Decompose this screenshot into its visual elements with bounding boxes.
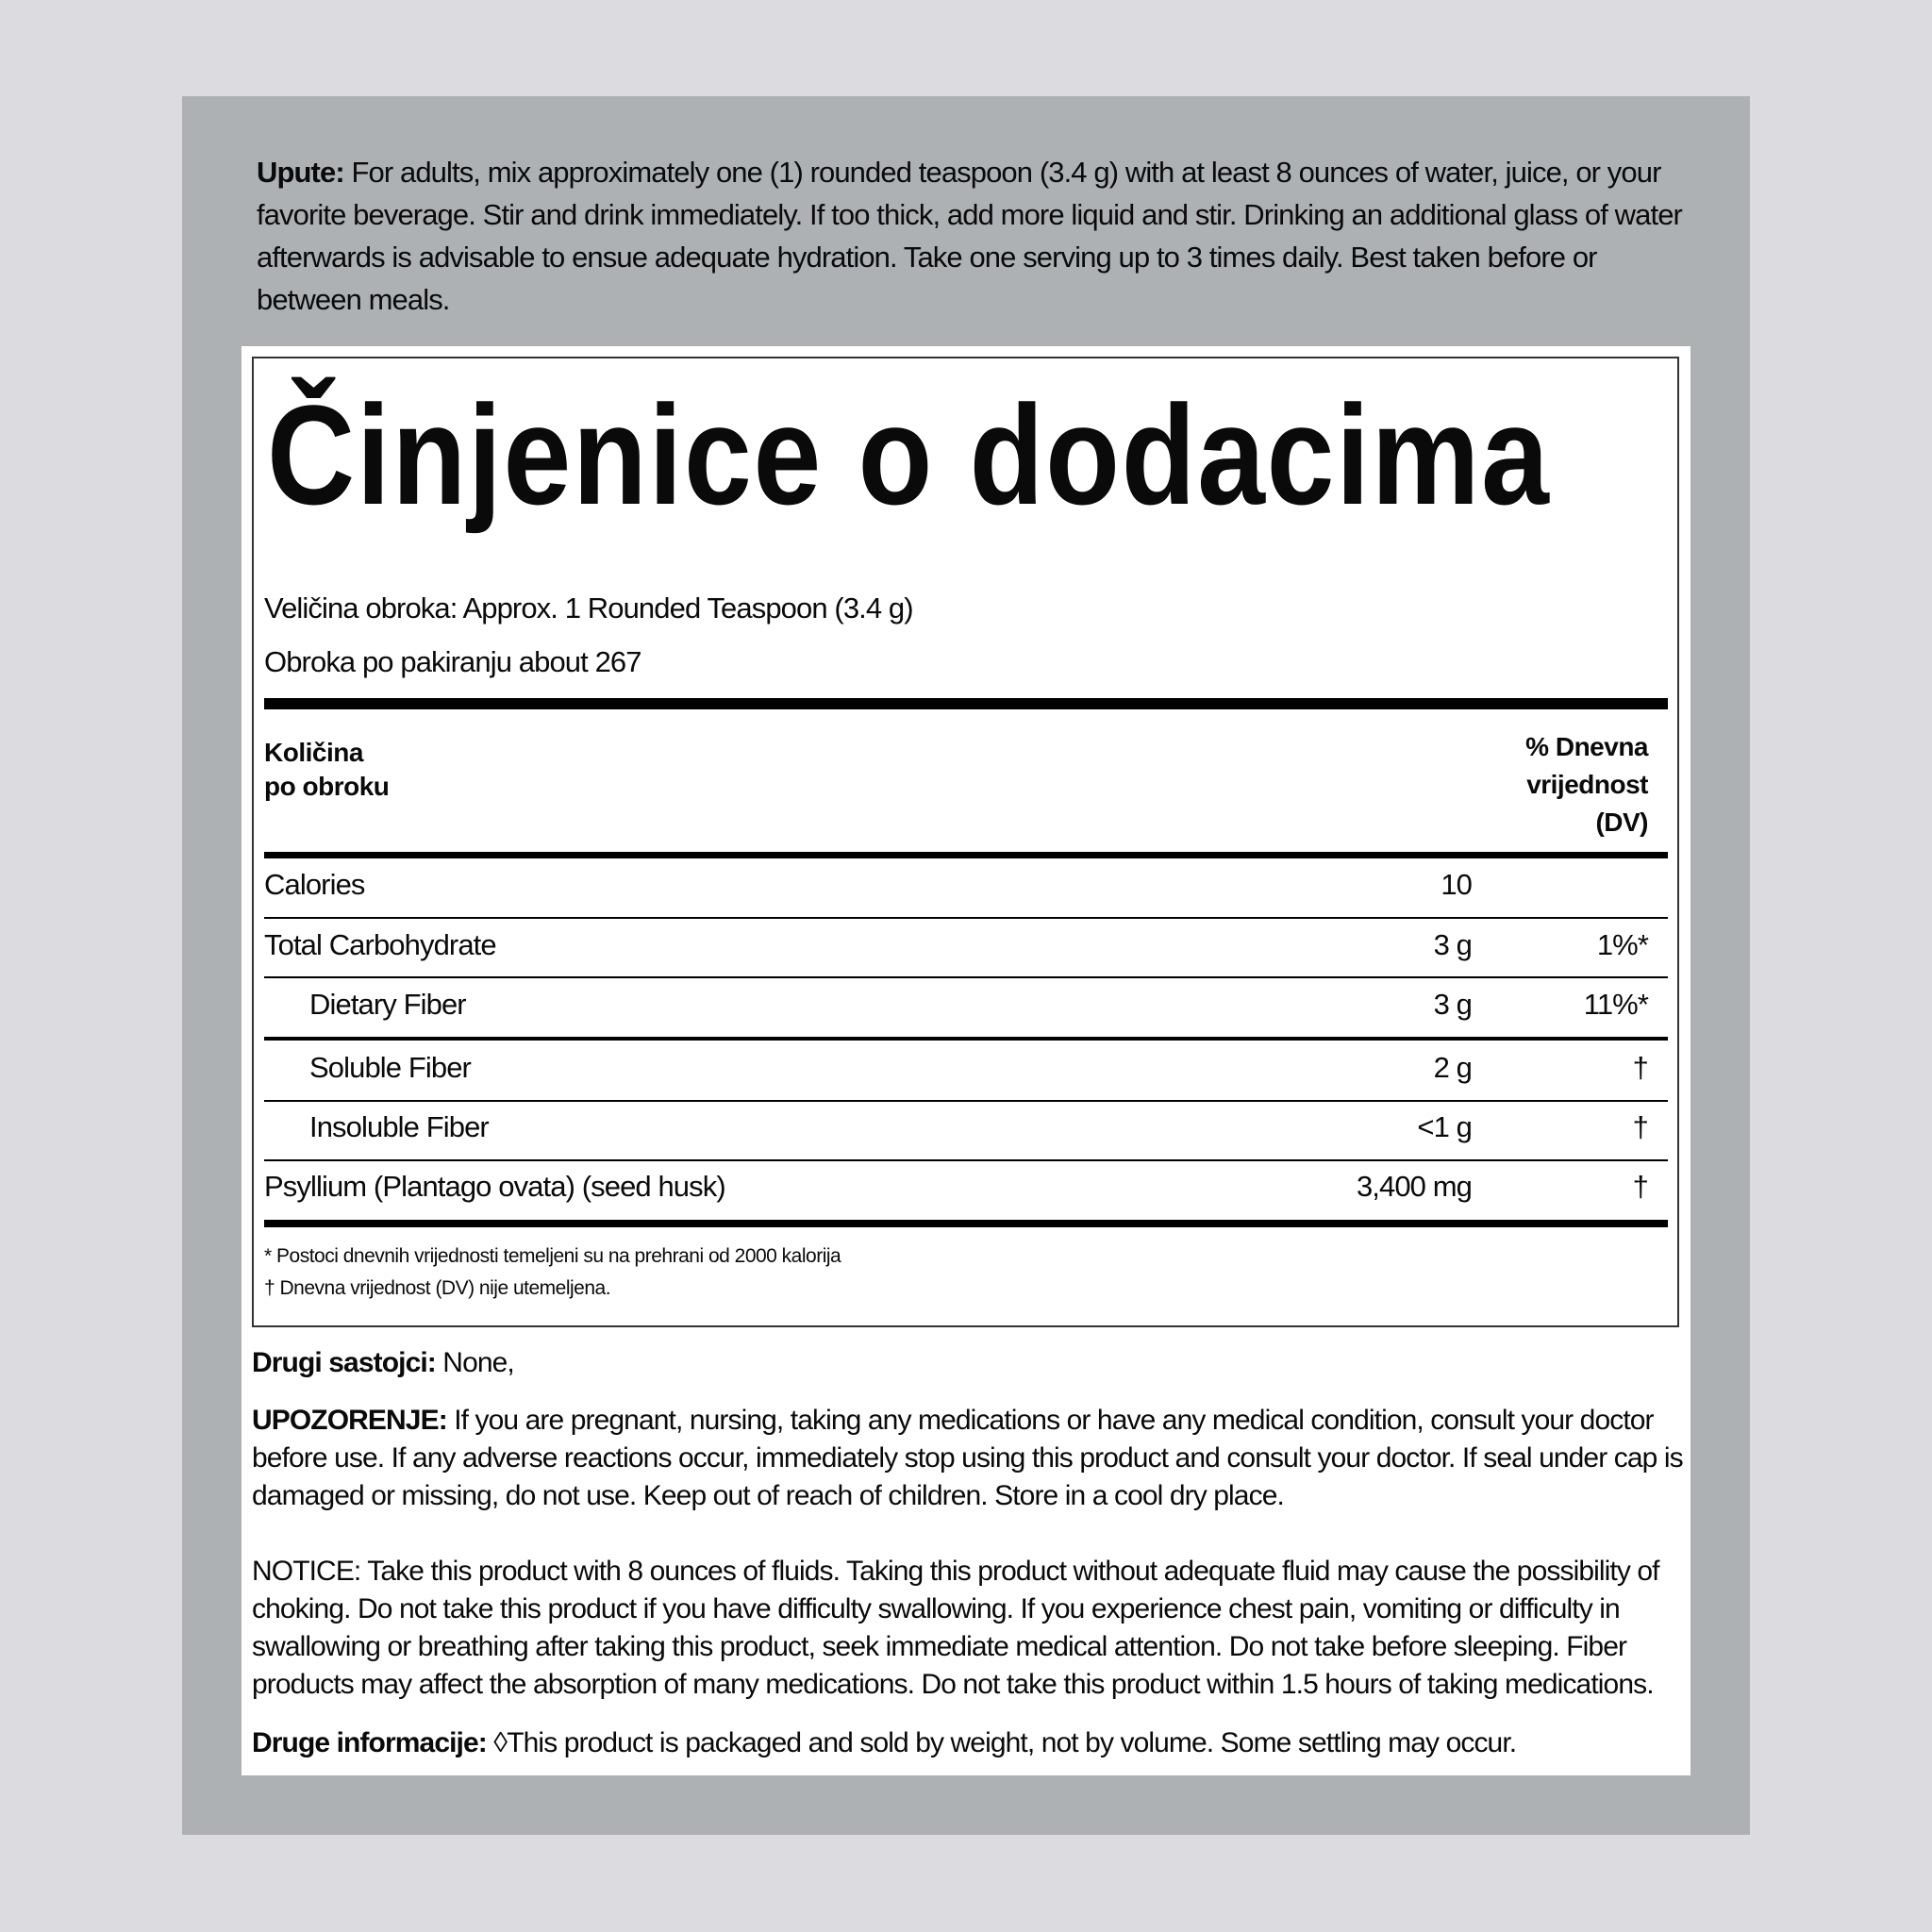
row-amount: 3 g — [1433, 928, 1472, 961]
other-ingredients: Drugi sastojci: None, — [252, 1347, 514, 1378]
notice: NOTICE: Take this product with 8 ounces of fluids. Taking this product without adequate fluid may cause the possibility of choking. Do not take this product if you have difficulty swallowing. If you experience chest pain, vomiting or difficulty in swallowing or breathing after taking this product, seek immediate medical attention. Do not take before sleeping. Fiber products may affect the absorption of many medications. Do not take this product within 1.5 hours of taking medications. — [252, 1556, 1659, 1700]
row-dv: † — [1632, 1051, 1648, 1084]
row-dv: † — [1632, 1170, 1648, 1203]
warning: UPOZORENJE: If you are pregnant, nursing, taking any medications or have any medical condition, consult your doctor before use. If any adverse reactions occur, immediately stop using this product and consult your doctor. If seal under cap is damaged or missing, do not use. Keep out of reach of children. Store in a cool dry place. — [252, 1405, 1683, 1511]
row-dv: † — [1632, 1110, 1648, 1143]
row-name: Total Carbohydrate — [264, 928, 496, 961]
row-amount: 3 g — [1433, 988, 1472, 1021]
row-amount: 10 — [1441, 868, 1472, 901]
row-name: Soluble Fiber — [309, 1051, 471, 1084]
row-name: Calories — [264, 868, 365, 901]
row-divider — [264, 976, 1668, 978]
row-amount: 2 g — [1433, 1051, 1472, 1084]
footnote-dagger: † Dnevna vrijednost (DV) nije utemeljena. — [264, 1277, 611, 1299]
row-divider — [264, 1159, 1668, 1161]
header-amount: Količina po obroku — [264, 738, 390, 801]
divider-thick — [264, 852, 1668, 858]
row-amount: 3,400 mg — [1356, 1170, 1472, 1203]
row-divider — [264, 1100, 1668, 1102]
servings-per-container: Obroka po pakiranju about 267 — [264, 645, 641, 678]
row-dv: 1%* — [1596, 928, 1648, 961]
serving-size: Veličina obroka: Approx. 1 Rounded Teaspoon (3.4 g) — [264, 591, 913, 625]
row-divider — [264, 917, 1668, 919]
row-divider — [264, 1037, 1668, 1041]
facts-title: Činjenice o dodacima — [267, 375, 1551, 534]
footnote-dv: * Postoci dnevnih vrijednosti temeljeni su na prehrani od 2000 kalorija — [264, 1245, 841, 1267]
divider-thick — [264, 1220, 1668, 1227]
row-name: Insoluble Fiber — [309, 1110, 489, 1143]
row-dv: 11%* — [1583, 988, 1648, 1021]
directions: Upute: For adults, mix approximately one (1) rounded teaspoon (3.4 g) with at least 8 ounces of water, juice, or your favorite beverage. Stir and drink immediately. If too thick, add more liquid and stir. Drinking an additional glass of water afterwards is advisable to ensue adequate hydration. Take one serving up to 3 times daily. Best taken before or between meals. — [257, 156, 1682, 316]
header-dv: % Dnevna vrijednost (DV) — [1525, 732, 1648, 837]
other-information: Druge informacije: ◊This product is packaged and sold by weight, not by volume. Some settling may occur. — [252, 1727, 1517, 1758]
row-amount: <1 g — [1417, 1110, 1472, 1143]
divider-thick — [264, 698, 1668, 709]
row-name: Psyllium (Plantago ovata) (seed husk) — [264, 1170, 725, 1203]
row-name: Dietary Fiber — [309, 988, 466, 1021]
